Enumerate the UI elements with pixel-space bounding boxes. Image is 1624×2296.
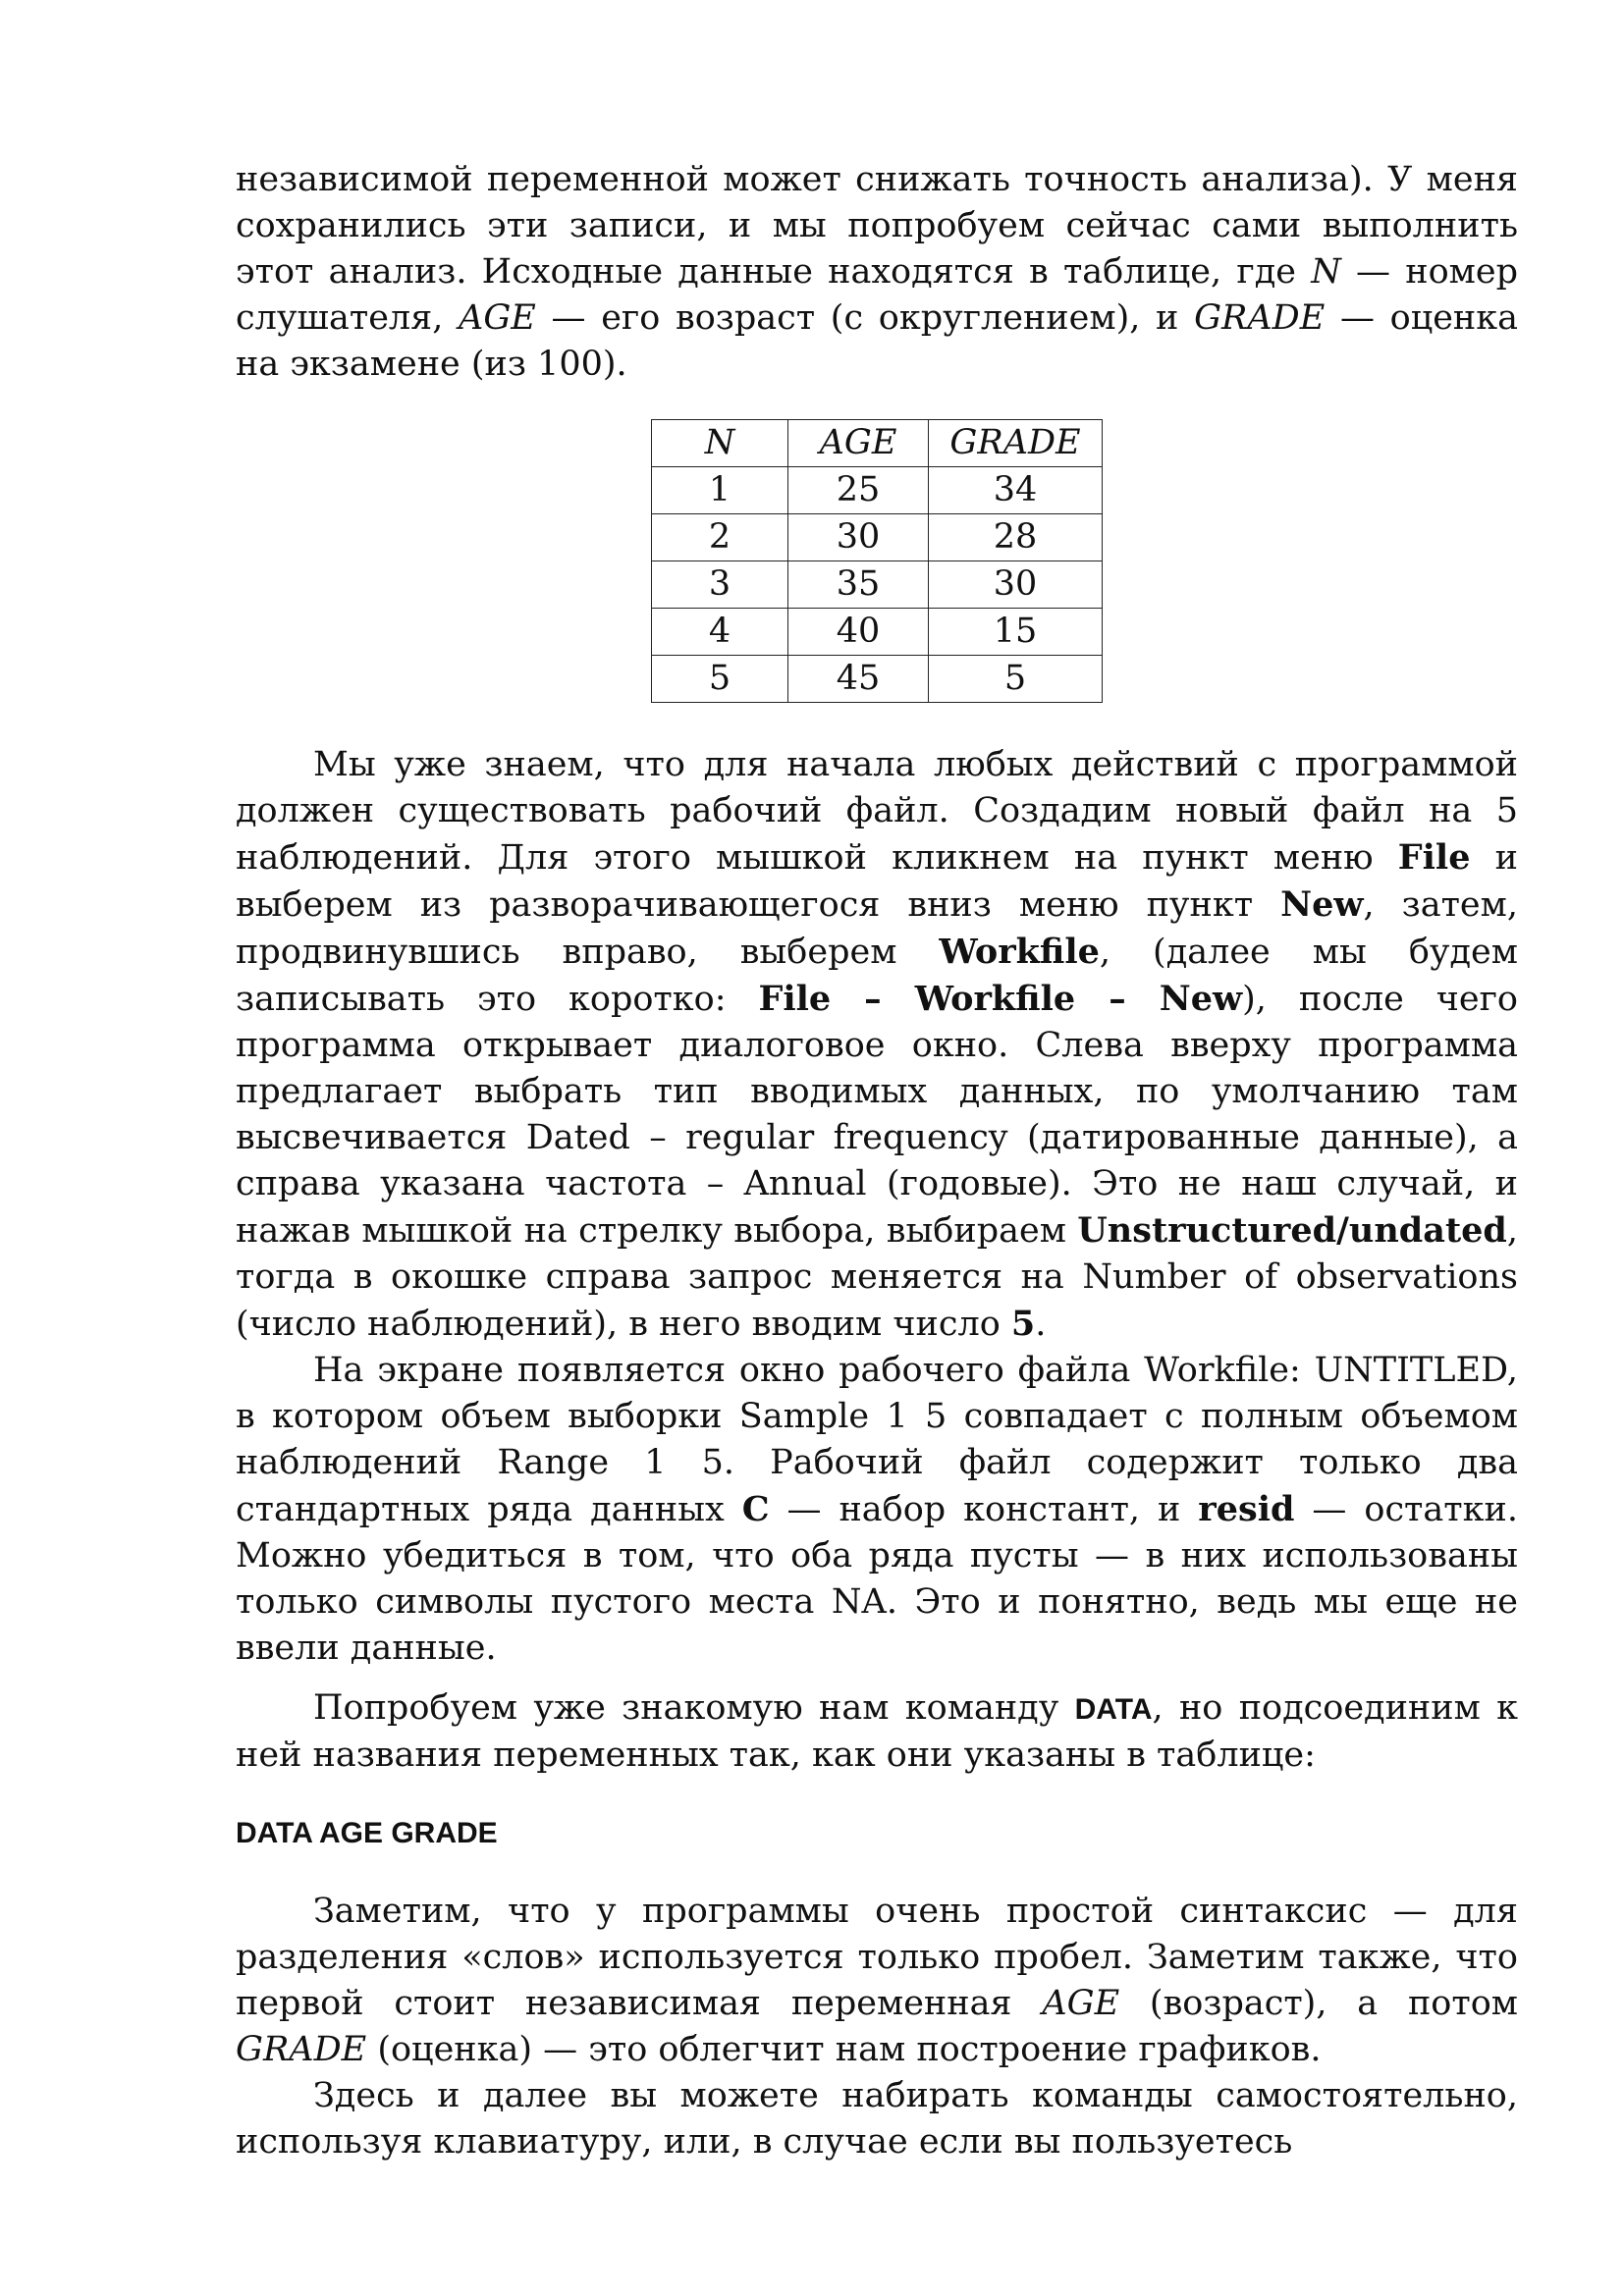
table-cell: 3 — [652, 561, 788, 609]
menu-term-file: File — [1397, 837, 1471, 878]
text-run: Попробуем уже знакомую нам команду — [313, 1688, 1075, 1728]
table-row — [652, 514, 1103, 561]
command-line: DATA AGE GRADE — [236, 1817, 498, 1849]
text-run: Мы уже знаем, что для начала любых действий с программой должен существовать рабочий файл. Создадим новый файл на 5 наблюдений. Для этого мышкой кликнем на пункт меню — [236, 745, 1518, 878]
series-c: C — [741, 1489, 770, 1529]
paragraph-workfile-window — [236, 1348, 1518, 1672]
var-age: AGE — [459, 298, 536, 338]
menu-term-workfile: Workfile — [939, 932, 1100, 972]
paragraph-keyboard — [236, 2073, 1518, 2165]
text-run: (оценка) — это облегчит нам построение графиков. — [366, 2030, 1322, 2069]
table-row — [652, 467, 1103, 514]
text-run: , но подсоединим к ней названия переменных так, как они указаны в таблице: — [236, 1688, 1518, 1775]
table-row — [652, 609, 1103, 656]
table-row — [652, 656, 1103, 703]
var-grade: GRADE — [1194, 298, 1326, 338]
table-cell: 25 — [788, 467, 929, 514]
table-cell: 35 — [788, 561, 929, 609]
var-age: AGE — [1042, 1984, 1120, 2023]
text-run: , затем, продвинувшись вправо, выберем — [236, 885, 1518, 972]
text-run: — номер слушателя, — [236, 252, 1518, 338]
text-run: — набор констант, и — [769, 1490, 1199, 1529]
series-resid: resid — [1198, 1489, 1295, 1529]
document-page — [236, 157, 1518, 2165]
option-unstructured: Unstructured/undated — [1077, 1210, 1507, 1251]
table-cell: 30 — [929, 561, 1103, 609]
table-cell: 34 — [929, 467, 1103, 514]
table-cell: 40 — [788, 609, 929, 656]
var-grade: GRADE — [236, 2030, 367, 2069]
text-run: . — [1035, 1305, 1047, 1344]
column-header-n: N — [652, 420, 788, 467]
text-run: Заметим, что у программы очень простой синтаксис — для разделения «слов» используется только пробел. Заметим также, что первой стоит независимая переменная — [236, 1892, 1518, 2023]
text-run: — его возраст (с округлением), и — [535, 298, 1195, 338]
menu-path: File – Workfile – New — [758, 979, 1243, 1019]
column-header-grade: GRADE — [929, 420, 1103, 467]
column-header-age: AGE — [788, 420, 929, 467]
command-data: DATA — [1074, 1693, 1153, 1726]
data-table — [651, 419, 1103, 703]
text-run: На экране появляется окно рабочего файла Workfile: UNTITLED, в котором объем выборки Sample 1 5 совпадает с полным объемом наблюдений Range 1 5. Рабочий файл содержит только два стандартных ряда данных — [236, 1351, 1518, 1529]
text-run: Здесь и далее вы можете набирать команды самостоятельно, используя клавиатуру, или, в случае если вы пользуетесь — [236, 2076, 1518, 2162]
paragraph-intro — [236, 157, 1518, 388]
text-run: — оценка на экзамене (из 100). — [236, 298, 1518, 384]
text-run: и выберем из разворачивающегося вниз меню пункт — [236, 838, 1518, 925]
paragraph-data-command — [236, 1685, 1518, 1779]
number-five: 5 — [1010, 1304, 1036, 1344]
table-row — [652, 561, 1103, 609]
table-cell: 1 — [652, 467, 788, 514]
var-n: N — [1311, 252, 1341, 292]
menu-term-new: New — [1280, 884, 1364, 925]
table-cell: 5 — [652, 656, 788, 703]
table-cell: 5 — [929, 656, 1103, 703]
table-cell: 4 — [652, 609, 788, 656]
table-cell: 30 — [788, 514, 929, 561]
paragraph-workfile-creation — [236, 742, 1518, 1348]
text-run: ), после чего программа открывает диалоговое окно. Слева вверху программа предлагает выбрать тип вводимых данных, по умолчанию там высвечивается Dated – regular frequency (датированные данные), а справа указана частота – Annual (годовые). Это не наш случай, и нажав мышкой на стрелку выбора, выбираем — [236, 980, 1518, 1251]
table-header-row — [652, 420, 1103, 467]
text-run: , тогда в окошке справа запрос меняется на Number of observations (число наблюдений), в него вводим число — [236, 1211, 1518, 1344]
table-cell: 15 — [929, 609, 1103, 656]
table-cell: 45 — [788, 656, 929, 703]
text-run: — остатки. Можно убедиться в том, что оба ряда пусты — в них использованы только символы пустого места NA. Это и понятно, ведь мы еще не ввели данные. — [236, 1490, 1518, 1668]
text-run: (возраст), а потом — [1119, 1984, 1518, 2023]
table-cell: 2 — [652, 514, 788, 561]
paragraph-syntax — [236, 1889, 1518, 2073]
table-cell: 28 — [929, 514, 1103, 561]
text-run: , (далее мы будем записывать это коротко: — [236, 933, 1518, 1019]
text-run: независимой переменной может снижать точность анализа). У меня сохранились эти записи, и мы попробуем сейчас сами выполнить этот анализ. Исходные данные находятся в таблице, где — [236, 160, 1518, 292]
